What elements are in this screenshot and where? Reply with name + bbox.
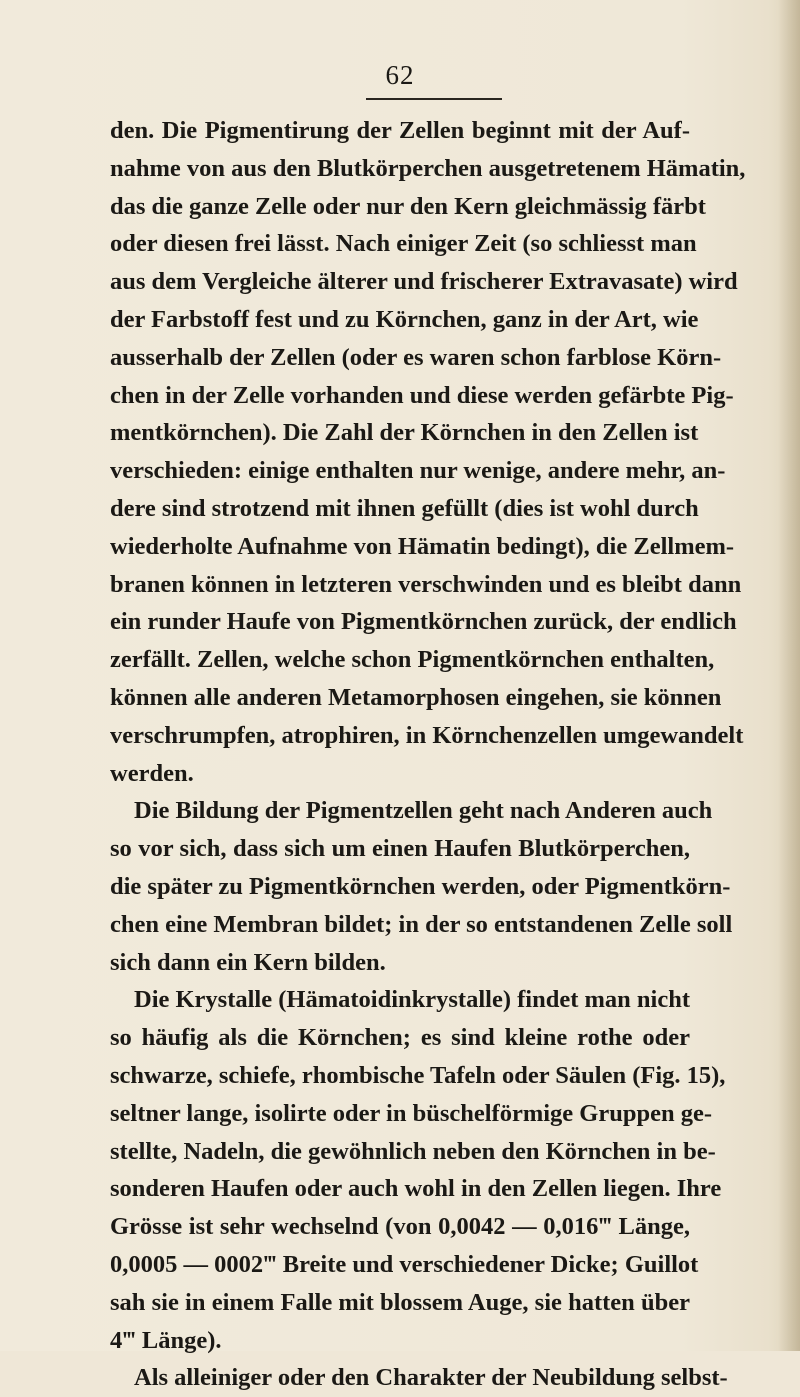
header-rule <box>366 98 502 100</box>
text-line: werden. <box>110 759 194 787</box>
text-line: 4‴ Länge). <box>110 1326 222 1354</box>
text-line: Grösse ist sehr wechselnd (von 0,0042 — 0,016‴ Länge, <box>110 1213 690 1241</box>
text-line: mentkörnchen). Die Zahl der Körnchen in den Zellen ist <box>110 419 699 447</box>
text-line: wiederholte Aufnahme von Hämatin bedingt), die Zellmem- <box>110 532 735 560</box>
text-line: branen können in letzteren verschwinden und es bleibt dann <box>110 570 742 598</box>
text-line: Als alleiniger oder den Charakter der Neubildung selbst- <box>134 1364 728 1392</box>
text-line: die später zu Pigmentkörnchen werden, oder Pigmentkörn- <box>110 872 731 900</box>
text-line: zerfällt. Zellen, welche schon Pigmentkörnchen enthalten, <box>110 646 715 674</box>
text-line: seltner lange, isolirte oder in büschelförmige Gruppen ge- <box>110 1099 713 1127</box>
text-line: aus dem Vergleiche älterer und frischerer Extravasate) wird <box>110 268 738 296</box>
text-line: das die ganze Zelle oder nur den Kern gleichmässig färbt <box>110 192 706 220</box>
text-line: sah sie in einem Falle mit blossem Auge, sie hatten über <box>110 1288 690 1316</box>
text-line: ausserhalb der Zellen (oder es waren schon farblose Körn- <box>110 343 722 371</box>
text-line: schwarze, schiefe, rhombische Tafeln oder Säulen (Fig. 15), <box>110 1061 726 1089</box>
text-line: chen eine Membran bildet; in der so entstandenen Zelle soll <box>110 910 733 938</box>
text-line: so häufig als die Körnchen; es sind kleine rothe oder <box>110 1024 690 1052</box>
text-line: Die Bildung der Pigmentzellen geht nach Anderen auch <box>134 797 713 825</box>
text-line: verschieden: einige enthalten nur wenige, andere mehr, an- <box>110 457 726 485</box>
text-line: oder diesen frei lässt. Nach einiger Zeit (so schliesst man <box>110 230 697 258</box>
text-line: dere sind strotzend mit ihnen gefüllt (dies ist wohl durch <box>110 494 699 522</box>
text-line: ein runder Haufe von Pigmentkörnchen zurück, der endlich <box>110 608 737 636</box>
text-line: den. Die Pigmentirung der Zellen beginnt mit der Auf- <box>110 117 690 144</box>
page-number: 62 <box>385 60 415 90</box>
text-line: nahme von aus den Blutkörperchen ausgetretenem Hämatin, <box>110 154 746 182</box>
text-line: sich dann ein Kern bilden. <box>110 948 386 976</box>
text-line: chen in der Zelle vorhanden und diese werden gefärbte Pig- <box>110 381 734 409</box>
text-line: so vor sich, dass sich um einen Haufen Blutkörperchen, <box>110 835 690 863</box>
page-edge-shadow <box>778 0 800 1351</box>
text-line: Die Krystalle (Hämatoidinkrystalle) findet man nicht <box>134 986 690 1014</box>
text-line: sonderen Haufen oder auch wohl in den Zellen liegen. Ihre <box>110 1175 722 1203</box>
body-text <box>110 112 746 1397</box>
text-line: der Farbstoff fest und zu Körnchen, ganz in der Art, wie <box>110 305 699 333</box>
text-line: stellte, Nadeln, die gewöhnlich neben den Körnchen in be- <box>110 1137 716 1165</box>
text-line: können alle anderen Metamorphosen eingehen, sie können <box>110 683 722 711</box>
text-line: verschrumpfen, atrophiren, in Körnchenzellen umgewandelt <box>110 721 744 749</box>
text-line: 0,0005 — 0002‴ Breite und verschiedener Dicke; Guillot <box>110 1250 699 1278</box>
